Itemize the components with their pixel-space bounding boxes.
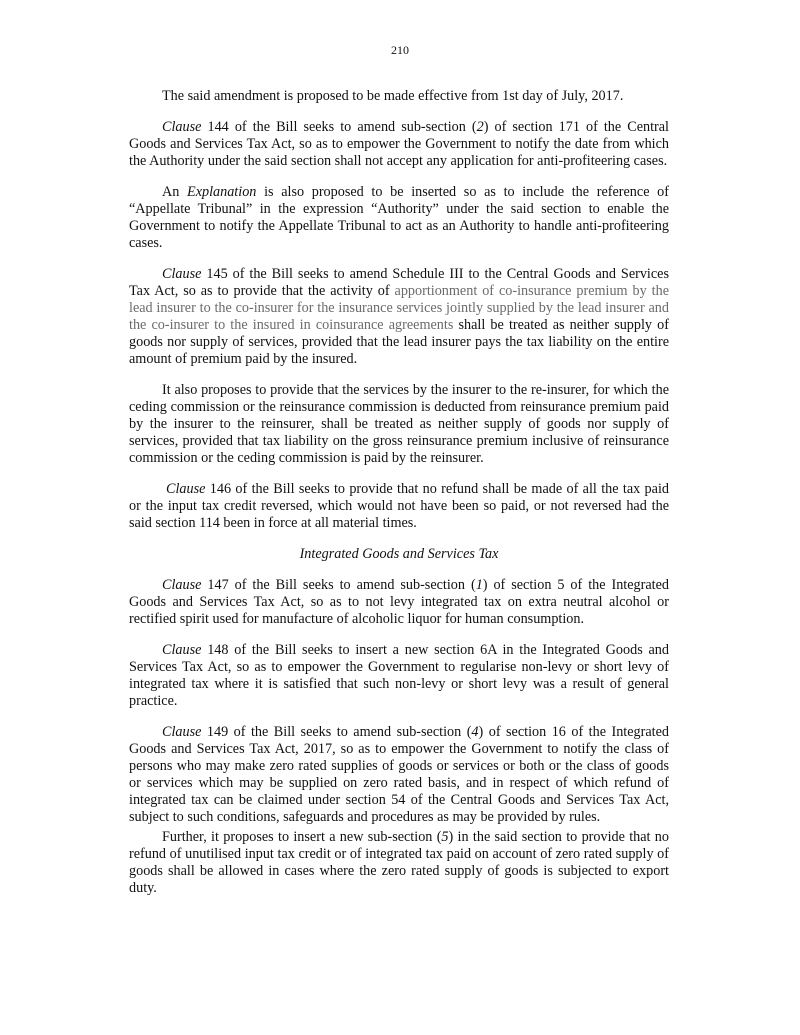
highlighted-text: apportionment of co-insurance premium by the lead insurer to the co-insurer for the insurance services jointly supplied by the lead insurer and the co-insurer to the insured in coinsurance agreements	[129, 283, 669, 333]
paragraph-effective-date: The said amendment is proposed to be made effective from 1st day of July, 2017.	[162, 88, 624, 104]
paragraph-explanation: An Explanation is also proposed to be inserted so as to include the reference of “Appellate Tribunal” in the expression “Authority” under the said section to enable the Government to notify the Appellate Tribunal to act as an Authority to handle anti-profiteering cases.	[129, 184, 669, 251]
paragraph-clause-145: Clause 145 of the Bill seeks to amend Schedule III to the Central Goods and Services Tax Act, so as to provide that the activity of apportionment of co-insurance premium by the lead insurer to the co-insurer for the insurance services jointly supplied by the lead insurer and the co-insurer to the insured in coinsurance agreements shall be treated as neither supply of goods nor supply of services, provided that the lead insurer pays the tax liability on the entire amount of premium paid by the insured.	[129, 266, 669, 367]
paragraph-clause-147: Clause 147 of the Bill seeks to amend sub-section (1) of section 5 of the Integrated Goods and Services Tax Act, so as to not levy integrated tax on extra neutral alcohol or rectified spirit used for manufacture of alcoholic liquor for human consumption.	[129, 577, 669, 627]
paragraph-clause-146: Clause 146 of the Bill seeks to provide that no refund shall be made of all the tax paid or the input tax credit reversed, which would not have been so paid, or not reversed had the said section 114 been in force at all material times.	[129, 481, 669, 531]
paragraph-clause-149: Clause 149 of the Bill seeks to amend sub-section (4) of section 16 of the Integrated Goods and Services Tax Act, 2017, so as to empower the Government to notify the class of persons who may make zero rated supplies of goods or services or both or the class of goods or services which may be supplied on zero rated basis, and in respect of which refund of integrated tax can be claimed under section 54 of the Central Goods and Services Tax Act, subject to such conditions, safeguards and procedures as may be provided by rules.	[129, 724, 669, 825]
paragraph-clause-144: Clause 144 of the Bill seeks to amend sub-section (2) of section 171 of the Central Goods and Services Tax Act, so as to empower the Government to notify the date from which the Authority under the said section shall not accept any application for anti-profiteering cases.	[129, 119, 670, 169]
document-body	[129, 88, 669, 911]
page-number: 210	[391, 43, 409, 57]
section-heading: Integrated Goods and Services Tax	[299, 546, 499, 562]
paragraph-clause-148: Clause 148 of the Bill seeks to insert a new section 6A in the Integrated Goods and Services Tax Act, so as to empower the Government to regularise non-levy or short levy of integrated tax where it is satisfied that such non-levy or short levy was a result of general practice.	[129, 642, 669, 709]
paragraph-reinsurance: It also proposes to provide that the services by the insurer to the re-insurer, for which the ceding commission or the reinsurance commission is deducted from reinsurance premium paid by the insurer to the reinsurer, shall be treated as neither supply of goods nor supply of services, provided that tax liability on the gross reinsurance premium inclusive of reinsurance commission or the ceding commission is paid by the reinsurer.	[129, 382, 669, 466]
paragraph-further-proposal: Further, it proposes to insert a new sub-section (5) in the said section to provide that no refund of unutilised input tax credit or of integrated tax paid on account of zero rated supply of goods shall be allowed in cases where the zero rated supply of goods is subjected to export duty.	[129, 829, 669, 896]
